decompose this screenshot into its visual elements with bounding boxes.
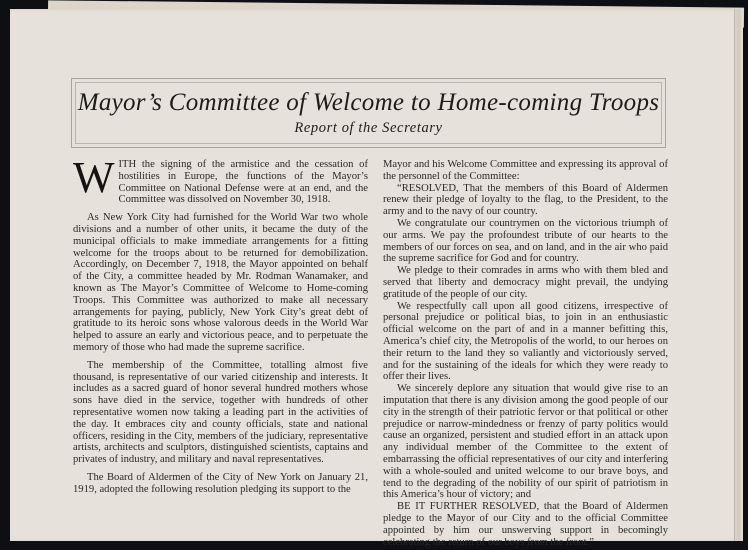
page-edge xyxy=(734,9,743,541)
document-page xyxy=(10,9,743,548)
paragraph: The Board of Aldermen of the City of New York on January 21, 1919, adopted the following resolution pledging its support to the xyxy=(73,471,368,495)
paragraph: As New York City had furnished for the World War two whole divisions and a number of other units, it became the duty of the municipal officials to make immediate arrangements for a fitting welcome for the troops about to be returned for demobilization. Accordingly, on December 7, 1918, the Mayor appointed on behalf of the City, a committee headed by Mr. Rodman Wanamaker, and known as The Mayor’s Committee of Welcome to Home-coming Troops. This Committee was authorized to make all necessary arrangements for paying, publicly, New York City’s great debt of gratitude to its heroic sons whose valorous deeds in the World War helped to assure an early and victorious peace, and to perpetuate the memory of those who had made the supreme sacrifice. xyxy=(73,212,368,353)
paragraph: The membership of the Committee, totalling almost five thousand, is representative of our varied citizenship and interests. It includes as a sacred guard of honor several hundred mothers whose sons have died in the service, together with hundreds of other representative women now taking a leading part in the activities of the day. It embraces city and county officials, state and national officers, residing in the City, members of the judiciary, representative artists, architects and sculptors, distinguished scientists, captains and privates of industry, and military and naval representatives. xyxy=(73,359,368,466)
drop-cap: W xyxy=(73,153,115,202)
paragraph xyxy=(73,153,368,206)
paragraph: “RESOLVED, That the members of this Board of Aldermen renew their pledge of loyalty to the flag, to the President, to the army and to the navy of our country. xyxy=(383,182,668,218)
right-column xyxy=(383,159,668,548)
page-subtitle: Report of the Secretary xyxy=(294,120,443,136)
paragraph-text: ITH the signing of the armistice and the cessation of hostilities in Europe, the functions of the Mayor’s Committee on National Defense were at an end, and the Committee was dissolved on November 30, 1918. xyxy=(118,159,368,206)
left-column xyxy=(73,153,368,502)
paragraph: Mayor and his Welcome Committee and expressing its approval of the personnel of the Committee: xyxy=(383,159,668,182)
page-title: Mayor’s Committee of Welcome to Home-coming Troops xyxy=(77,89,660,116)
paragraph: We congratulate our countrymen on the victorious triumph of our arms. We pay the profoundest tribute of our hearts to the members of our forces on sea, and on land, and in the air who paid the supreme sacrifice for God and for country. xyxy=(383,217,668,265)
paragraph: We sincerely deplore any situation that would give rise to an imputation that there is any division among the good people of our city in the strength of their patriotic fervor or that political or other prejudice or narrow-mindedness or frenzy of party politics would cause an organized, persistent and studied effort in an attack upon any individual member of the Committee to the extent of embarrassing the official representatives of our city and interfering with a whole-souled and united welcome to our brave boys, and tend to the degrading of the nobility of our spirit of patriotism in this America’s hour of victory; and xyxy=(383,383,668,501)
paragraph: We pledge to their comrades in arms who with them bled and served that liberty and democracy might prevail, the undying gratitude of the people of our city. xyxy=(383,265,668,300)
paragraph: We respectfully call upon all good citizens, irrespective of personal prejudice or political bias, to join in an enthusiastic official welcome on the part of and in a manner befitting this, America’s chief city, the Metropolis of the world, to our heroes on their return to the land they so valiantly and victoriously served, and for the sustaining of the ideals for which they were ready to offer their lives. xyxy=(383,300,668,383)
paragraph: BE IT FURTHER RESOLVED, that the Board of Aldermen pledge to the Mayor of our City and to the official Committee appointed by him our unswerving support in becomingly celebrating the return of our boys from the front.” xyxy=(383,501,668,548)
title-box xyxy=(71,78,666,148)
